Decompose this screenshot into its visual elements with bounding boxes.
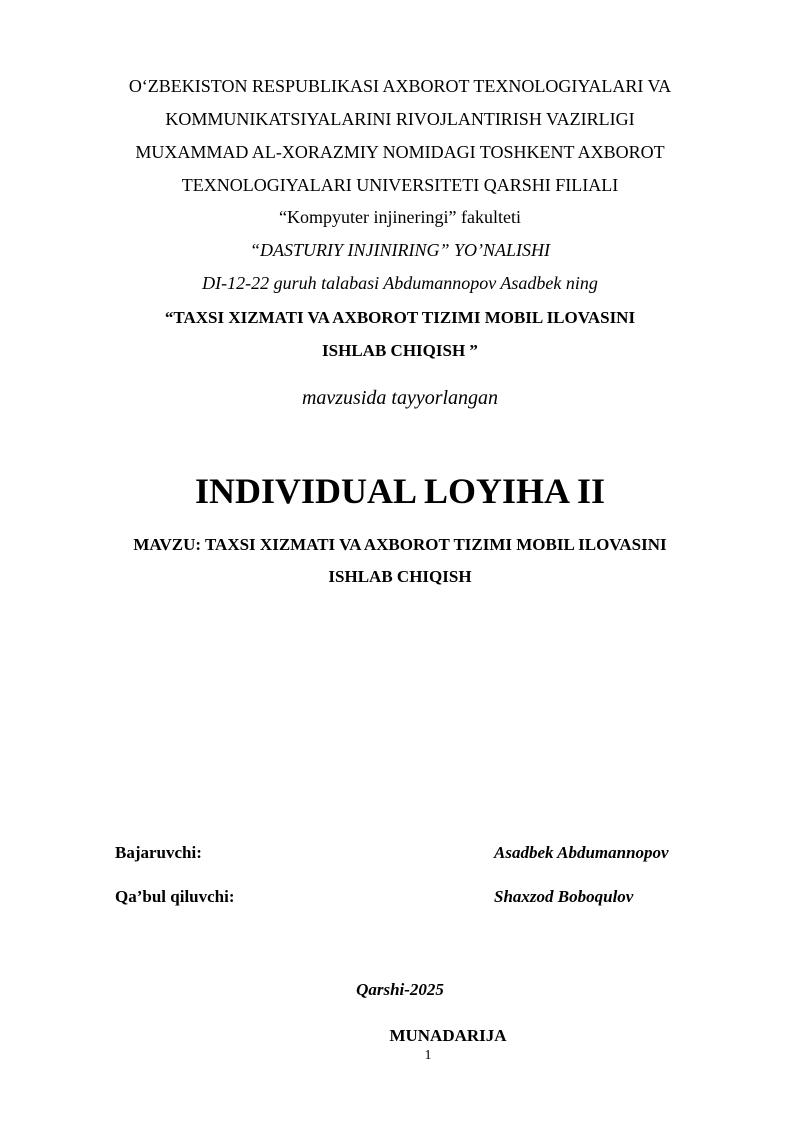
ministry-line-1: O‘ZBEKISTON RESPUBLIKASI AXBOROT TEXNOLOGIYALARI VA [128,76,672,96]
contents-heading: MUNADARIJA [389,1026,507,1045]
direction-line: “DASTURIY INJINIRING” YO’NALISHI [249,240,550,260]
prepared-line: mavzusida tayyorlangan [301,387,499,409]
place-year: Qarshi-2025 [356,980,444,999]
topic-line-2: ISHLAB CHIQISH ” [322,341,478,360]
student-line: DI-12-22 guruh talabasi Abdumannopov Asadbek ning [202,273,598,293]
faculty-line: “Kompyuter injineringi” fakulteti [279,207,521,227]
receiver-name: Shaxzod Boboqulov [494,887,634,906]
page-number: 1 [424,1048,432,1063]
topic-line-1: “TAXSI XIZMATI VA AXBOROT TIZIMI MOBIL ILOVASINI [164,308,636,327]
executor-name: Asadbek Abdumannopov [494,843,669,862]
page-title: INDIVIDUAL LOYIHA II [194,471,606,511]
university-line-1: MUXAMMAD AL-XORAZMIY NOMIDAGI TOSHKENT AXBOROT [135,142,665,162]
subject-line-2: ISHLAB CHIQISH [328,567,472,586]
subject-line-1: MAVZU: TAXSI XIZMATI VA AXBOROT TIZIMI MOBIL ILOVASINI [133,535,667,554]
receiver-label: Qa’bul qiluvchi: [115,887,235,906]
ministry-line-2: KOMMUNIKATSIYALARINI RIVOJLANTIRISH VAZIRLIGI [165,109,635,129]
university-line-2: TEXNOLOGIYALARI UNIVERSITETI QARSHI FILIALI [181,175,619,195]
executor-label: Bajaruvchi: [115,843,202,862]
